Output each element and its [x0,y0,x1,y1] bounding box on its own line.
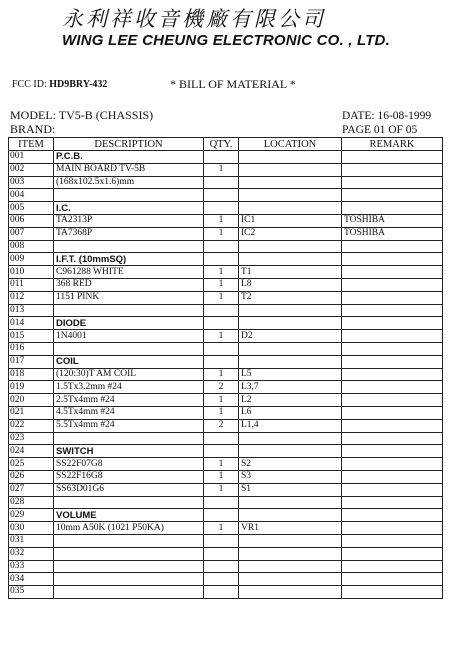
table-row [9,330,443,343]
location-cell [239,176,342,189]
location-cell: L5 [239,368,342,381]
remark-cell [342,509,443,522]
item-cell: 011 [9,278,54,291]
qty-cell: 1 [204,330,239,343]
item-cell: 002 [9,163,54,176]
remark-cell [342,151,443,164]
remark-cell [342,458,443,471]
description-cell: I.C. [54,202,204,215]
description-cell: VOLUME [54,509,204,522]
description-cell: I.F.T. (10mmSQ) [54,253,204,266]
column-header-item: ITEM [9,138,54,151]
table-row [9,445,443,458]
table-row [9,432,443,445]
location-cell [239,342,342,355]
item-cell: 030 [9,522,54,535]
item-cell: 012 [9,291,54,304]
description-cell [54,189,204,202]
qty-cell [204,176,239,189]
item-cell: 006 [9,214,54,227]
remark-cell [342,381,443,394]
location-cell [239,547,342,560]
qty-cell [204,151,239,164]
description-cell [54,573,204,586]
table-row [9,176,443,189]
qty-cell [204,547,239,560]
remark-cell [342,534,443,547]
qty-cell: 1 [204,214,239,227]
item-cell: 016 [9,342,54,355]
table-row [9,151,443,164]
item-cell: 009 [9,253,54,266]
location-cell [239,240,342,253]
qty-cell [204,534,239,547]
item-cell: 033 [9,560,54,573]
qty-cell: 1 [204,291,239,304]
qty-cell [204,342,239,355]
remark-cell [342,522,443,535]
qty-cell: 1 [204,227,239,240]
remark-cell [342,547,443,560]
location-cell [239,586,342,599]
item-cell: 031 [9,534,54,547]
table-header-row [9,138,443,151]
description-cell [54,240,204,253]
company-name-english: WING LEE CHEUNG ELECTRONIC CO. , LTD. [62,32,390,49]
description-cell: 368 RED [54,278,204,291]
table-row [9,560,443,573]
description-cell [54,547,204,560]
table-row [9,573,443,586]
qty-cell [204,304,239,317]
remark-cell [342,496,443,509]
table-row [9,406,443,419]
location-cell [239,509,342,522]
qty-cell [204,573,239,586]
remark-cell [342,470,443,483]
page-number: PAGE 01 OF 05 [342,124,418,136]
location-cell [239,151,342,164]
description-cell: SS22F07G8 [54,458,204,471]
item-cell: 023 [9,432,54,445]
table-row [9,483,443,496]
column-header-remark: REMARK [342,138,443,151]
table-row [9,522,443,535]
location-cell [239,445,342,458]
qty-cell: 1 [204,278,239,291]
item-cell: 005 [9,202,54,215]
remark-cell [342,586,443,599]
location-cell: L2 [239,394,342,407]
location-cell: D2 [239,330,342,343]
location-cell: VR1 [239,522,342,535]
table-row [9,394,443,407]
qty-cell: 1 [204,483,239,496]
item-cell: 032 [9,547,54,560]
document-title: * BILL OF MATERIAL * [170,77,296,91]
remark-cell [342,342,443,355]
description-cell: (168x102.5x1.6)mm [54,176,204,189]
table-row [9,240,443,253]
qty-cell: 1 [204,406,239,419]
remark-cell [342,432,443,445]
remark-cell [342,253,443,266]
remark-cell [342,573,443,586]
table-row [9,189,443,202]
remark-cell [342,176,443,189]
description-cell: 10mm A50K (1021 P50KA) [54,522,204,535]
date-line: DATE: 16-08-1999 [342,110,432,122]
remark-cell: TOSHIBA [342,227,443,240]
item-cell: 014 [9,317,54,330]
qty-cell [204,355,239,368]
location-cell [239,202,342,215]
location-cell [239,253,342,266]
column-header-qty: QTY. [204,138,239,151]
location-cell: S2 [239,458,342,471]
qty-cell [204,253,239,266]
bill-of-material-table [8,137,443,599]
description-cell: 2.5Tx4mm #24 [54,394,204,407]
location-cell: S3 [239,470,342,483]
description-cell: TA7368P [54,227,204,240]
description-cell [54,432,204,445]
location-cell: T2 [239,291,342,304]
table-row [9,304,443,317]
column-header-location: LOCATION [239,138,342,151]
item-cell: 013 [9,304,54,317]
description-cell [54,586,204,599]
table-row [9,163,443,176]
description-cell [54,496,204,509]
table-row [9,355,443,368]
qty-cell [204,432,239,445]
item-cell: 001 [9,151,54,164]
remark-cell [342,394,443,407]
description-cell: 5.5Tx4mm #24 [54,419,204,432]
item-cell: 026 [9,470,54,483]
item-cell: 004 [9,189,54,202]
remark-cell [342,560,443,573]
remark-cell [342,317,443,330]
description-cell: 1N4001 [54,330,204,343]
remark-cell [342,330,443,343]
qty-cell: 1 [204,522,239,535]
remark-cell [342,202,443,215]
table-row [9,278,443,291]
location-cell [239,304,342,317]
remark-cell [342,291,443,304]
location-cell [239,355,342,368]
fcc-id-line [12,79,107,90]
fcc-id-label: FCC ID: [12,79,47,90]
table-row [9,342,443,355]
description-cell [54,534,204,547]
location-cell: L1,4 [239,419,342,432]
location-cell [239,496,342,509]
item-cell: 015 [9,330,54,343]
qty-cell [204,240,239,253]
qty-cell [204,496,239,509]
location-cell: L3,7 [239,381,342,394]
table-row [9,291,443,304]
description-cell: C961288 WHITE [54,266,204,279]
item-cell: 022 [9,419,54,432]
column-header-description: DESCRIPTION [54,138,204,151]
qty-cell [204,586,239,599]
item-cell: 010 [9,266,54,279]
remark-cell [342,278,443,291]
remark-cell [342,355,443,368]
table-row [9,227,443,240]
qty-cell: 1 [204,458,239,471]
item-cell: 003 [9,176,54,189]
item-cell: 019 [9,381,54,394]
table-row [9,381,443,394]
qty-cell: 1 [204,266,239,279]
qty-cell: 2 [204,419,239,432]
item-cell: 029 [9,509,54,522]
qty-cell [204,560,239,573]
description-cell [54,304,204,317]
location-cell: L8 [239,278,342,291]
item-cell: 017 [9,355,54,368]
location-cell: L6 [239,406,342,419]
item-cell: 008 [9,240,54,253]
item-cell: 021 [9,406,54,419]
qty-cell [204,317,239,330]
item-cell: 028 [9,496,54,509]
item-cell: 007 [9,227,54,240]
remark-cell [342,406,443,419]
description-cell: 4.5Tx4mm #24 [54,406,204,419]
qty-cell [204,202,239,215]
description-cell: TA2313P [54,214,204,227]
remark-cell [342,483,443,496]
table-row [9,534,443,547]
table-row [9,368,443,381]
qty-cell: 1 [204,470,239,483]
fcc-id-value: HD9BRY-432 [49,79,108,90]
remark-cell [342,266,443,279]
table-body [9,151,443,599]
remark-cell [342,445,443,458]
remark-cell [342,368,443,381]
qty-cell [204,189,239,202]
location-cell: S1 [239,483,342,496]
location-cell [239,534,342,547]
company-name-chinese: 永利祥收音機廠有限公司 [62,7,326,31]
remark-cell [342,419,443,432]
location-cell: IC1 [239,214,342,227]
description-cell [54,342,204,355]
description-cell: MAIN BOARD TV-5B [54,163,204,176]
description-cell: 1.5Tx3.2mm #24 [54,381,204,394]
table-row [9,509,443,522]
table-row [9,458,443,471]
location-cell: T1 [239,266,342,279]
qty-cell [204,509,239,522]
location-cell: IC2 [239,227,342,240]
description-cell: DIODE [54,317,204,330]
description-cell: P.C.B. [54,151,204,164]
description-cell: SS63D01G6 [54,483,204,496]
description-cell: 1151 PINK [54,291,204,304]
description-cell: SWITCH [54,445,204,458]
description-cell: COIL [54,355,204,368]
table-row [9,253,443,266]
description-cell: SS22F16G8 [54,470,204,483]
description-cell [54,560,204,573]
brand-line: BRAND: [10,122,56,136]
qty-cell [204,445,239,458]
remark-cell [342,240,443,253]
item-cell: 035 [9,586,54,599]
remark-cell [342,189,443,202]
qty-cell: 1 [204,394,239,407]
location-cell [239,163,342,176]
table-row [9,214,443,227]
table-row [9,419,443,432]
item-cell: 027 [9,483,54,496]
location-cell [239,189,342,202]
location-cell [239,560,342,573]
table-row [9,586,443,599]
item-cell: 025 [9,458,54,471]
table-row [9,202,443,215]
location-cell [239,432,342,445]
qty-cell: 1 [204,163,239,176]
remark-cell [342,304,443,317]
location-cell [239,317,342,330]
location-cell [239,573,342,586]
remark-cell [342,163,443,176]
item-cell: 034 [9,573,54,586]
qty-cell: 1 [204,368,239,381]
table-row [9,266,443,279]
remark-cell: TOSHIBA [342,214,443,227]
table-row [9,317,443,330]
table-row [9,547,443,560]
model-line: MODEL: TV5-B (CHASSIS) [10,108,154,122]
qty-cell: 2 [204,381,239,394]
item-cell: 018 [9,368,54,381]
table-row [9,496,443,509]
table-row [9,470,443,483]
item-cell: 020 [9,394,54,407]
item-cell: 024 [9,445,54,458]
description-cell: (120:30)T AM COIL [54,368,204,381]
